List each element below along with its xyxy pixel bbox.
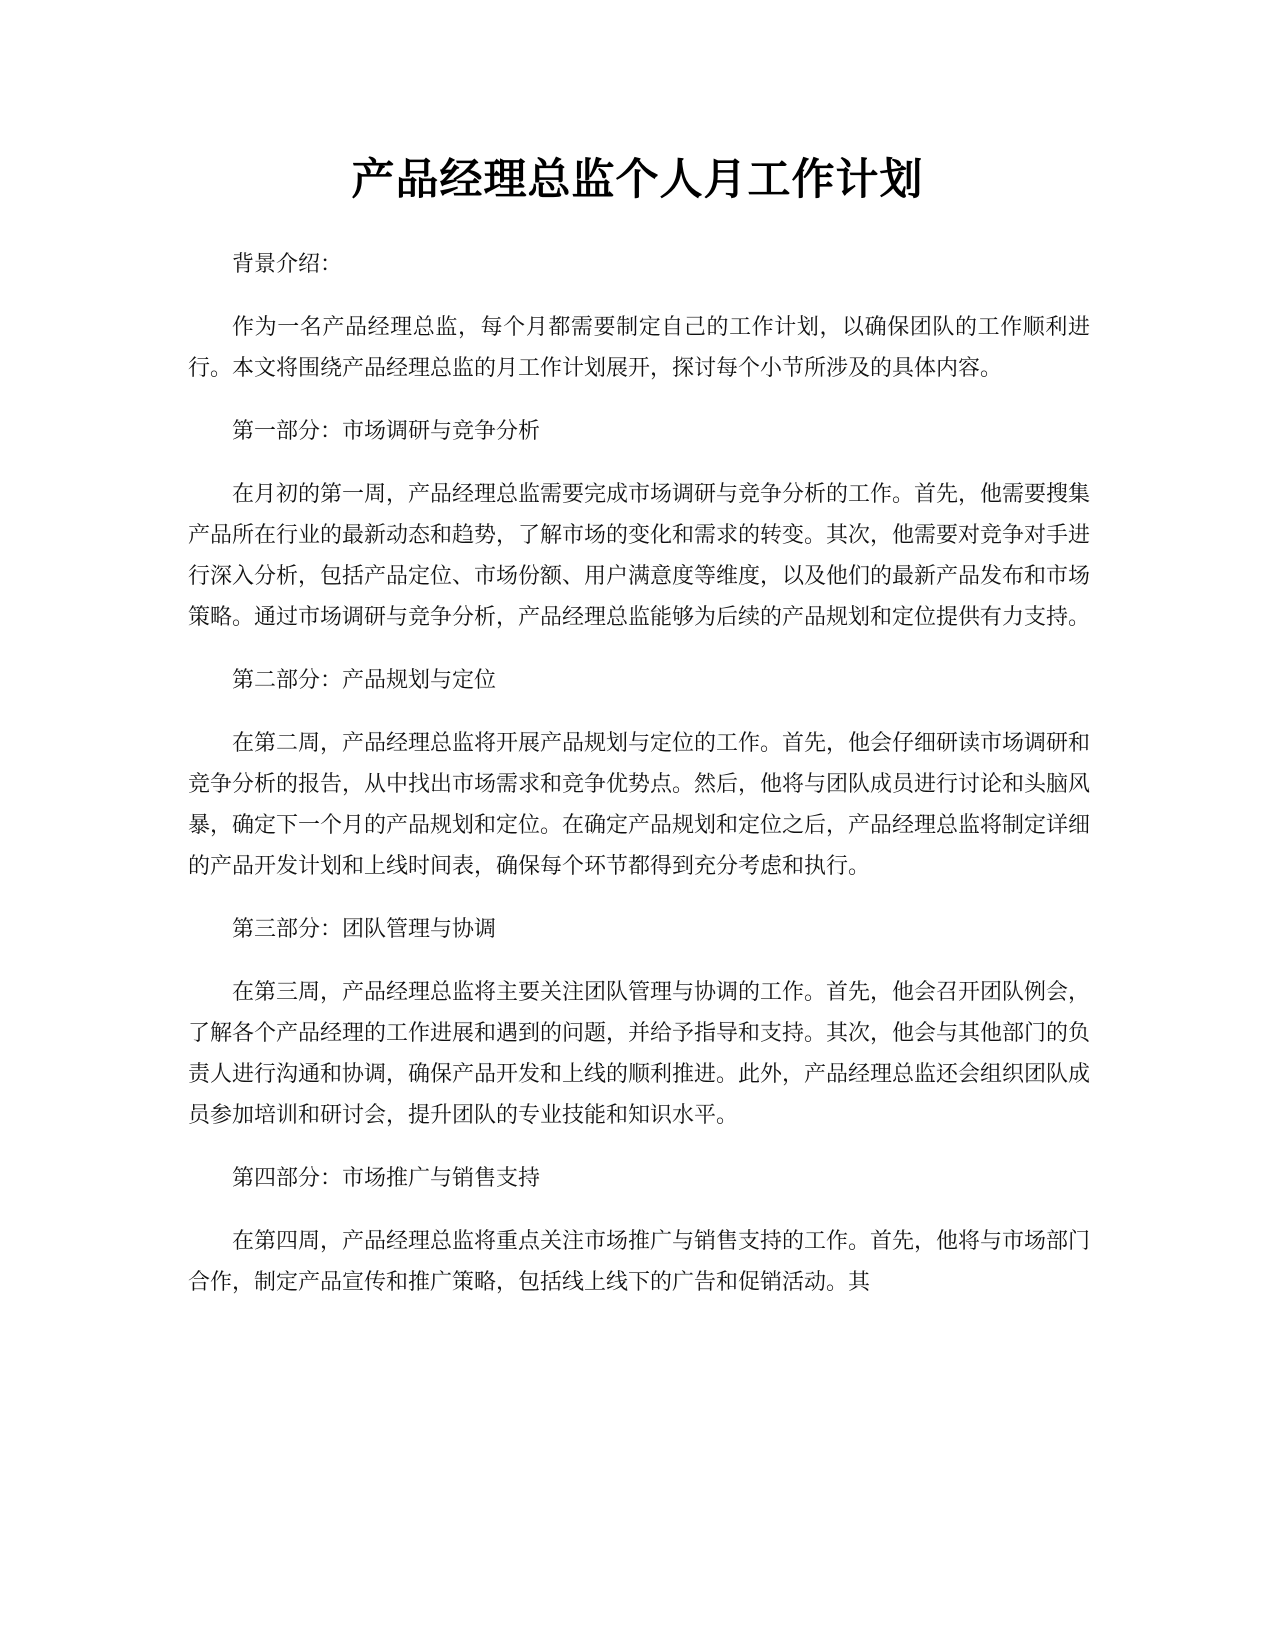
section-1-heading: 第一部分：市场调研与竞争分析: [232, 419, 541, 444]
intro-paragraph: 作为一名产品经理总监，每个月都需要制定自己的工作计划，以确保团队的工作顺利进行。本文将围绕产品经理总监的月工作计划展开，探讨每个小节所涉及的具体内容。: [188, 315, 1090, 381]
section-2-paragraph: 在第二周，产品经理总监将开展产品规划与定位的工作。首先，他会仔细研读市场调研和竞争分析的报告，从中找出市场需求和竞争优势点。然后，他将与团队成员进行讨论和头脑风暴，确定下一个月的产品规划和定位。在确定产品规划和定位之后，产品经理总监将制定详细的产品开发计划和上线时间表，确保每个环节都得到充分考虑和执行。: [188, 731, 1091, 879]
document-body: [188, 244, 1090, 1325]
section-3-heading: 第三部分：团队管理与协调: [232, 917, 497, 942]
document-title: 产品经理总监个人月工作计划: [351, 155, 924, 205]
section-2-heading: 第二部分：产品规划与定位: [232, 668, 497, 693]
section-1-paragraph: 在月初的第一周，产品经理总监需要完成市场调研与竞争分析的工作。首先，他需要搜集产品所在行业的最新动态和趋势，了解市场的变化和需求的转变。其次，他需要对竞争对手进行深入分析，包括产品定位、市场份额、用户满意度等维度，以及他们的最新产品发布和市场策略。通过市场调研与竞争分析，产品经理总监能够为后续的产品规划和定位提供有力支持。: [188, 482, 1091, 630]
section-4-paragraph: 在第四周，产品经理总监将重点关注市场推广与销售支持的工作。首先，他将与市场部门合作，制定产品宣传和推广策略，包括线上线下的广告和促销活动。其: [188, 1229, 1091, 1295]
background-heading: 背景介绍：: [232, 252, 343, 277]
section-4-heading: 第四部分：市场推广与销售支持: [232, 1166, 541, 1191]
section-3-paragraph: 在第三周，产品经理总监将主要关注团队管理与协调的工作。首先，他会召开团队例会，了解各个产品经理的工作进展和遇到的问题，并给予指导和支持。其次，他会与其他部门的负责人进行沟通和协调，确保产品开发和上线的顺利推进。此外，产品经理总监还会组织团队成员参加培训和研讨会，提升团队的专业技能和知识水平。: [188, 980, 1091, 1128]
